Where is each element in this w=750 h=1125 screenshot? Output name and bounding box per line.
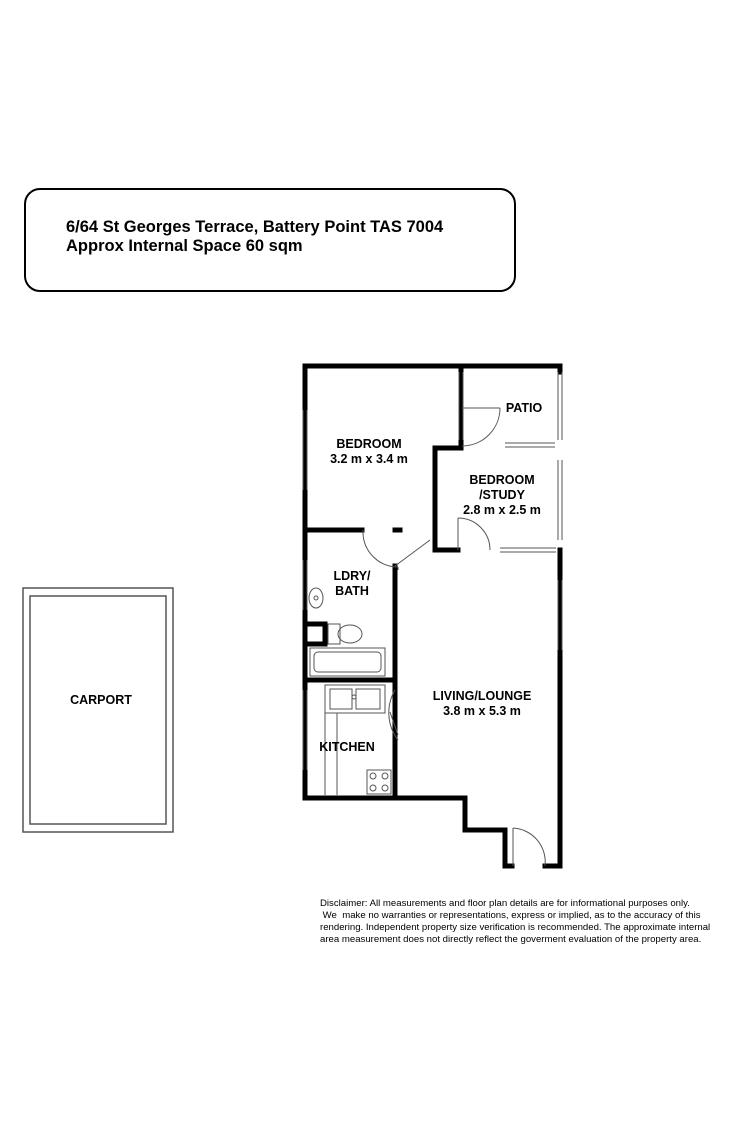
internal-space: Approx Internal Space 60 sqm	[66, 237, 303, 255]
room-bedroom	[330, 437, 408, 467]
room-ldry-bath	[333, 569, 370, 599]
room-name: LIVING/LOUNGE	[432, 689, 532, 703]
room-name: BEDROOM	[336, 437, 402, 451]
room-name-line2: BATH	[335, 584, 369, 598]
room-kitchen	[319, 740, 375, 755]
room-bedroom-study	[463, 473, 541, 518]
room-name: PATIO	[505, 401, 543, 415]
property-address: 6/64 St Georges Terrace, Battery Point TAS 7004	[66, 218, 444, 236]
fixtures	[309, 588, 391, 795]
carport	[23, 588, 173, 832]
disclaimer-line: rendering. Independent property size verification is recommended. The approximate internal	[320, 922, 711, 933]
room-living-lounge	[433, 689, 532, 719]
room-name: BEDROOM	[469, 473, 535, 487]
disclaimer	[320, 898, 734, 946]
room-name: KITCHEN	[319, 740, 375, 754]
room-carport	[70, 693, 132, 708]
room-size: 3.2 m x 3.4 m	[330, 452, 408, 466]
room-size: 3.8 m x 5.3 m	[443, 704, 521, 718]
disclaimer-line: Disclaimer: All measurements and floor plan details are for informational purposes only.	[320, 898, 690, 909]
room-name-line2: /STUDY	[479, 488, 525, 502]
room-patio	[506, 401, 542, 416]
disclaimer-line: area measurement does not directly reflect the goverment evaluation of the property area.	[320, 934, 702, 945]
room-name: CARPORT	[70, 693, 132, 707]
disclaimer-line: We make no warranties or representations, express or implied, as to the accuracy of this	[320, 910, 701, 921]
room-size: 2.8 m x 2.5 m	[463, 503, 541, 517]
room-name: LDRY/	[333, 569, 371, 583]
